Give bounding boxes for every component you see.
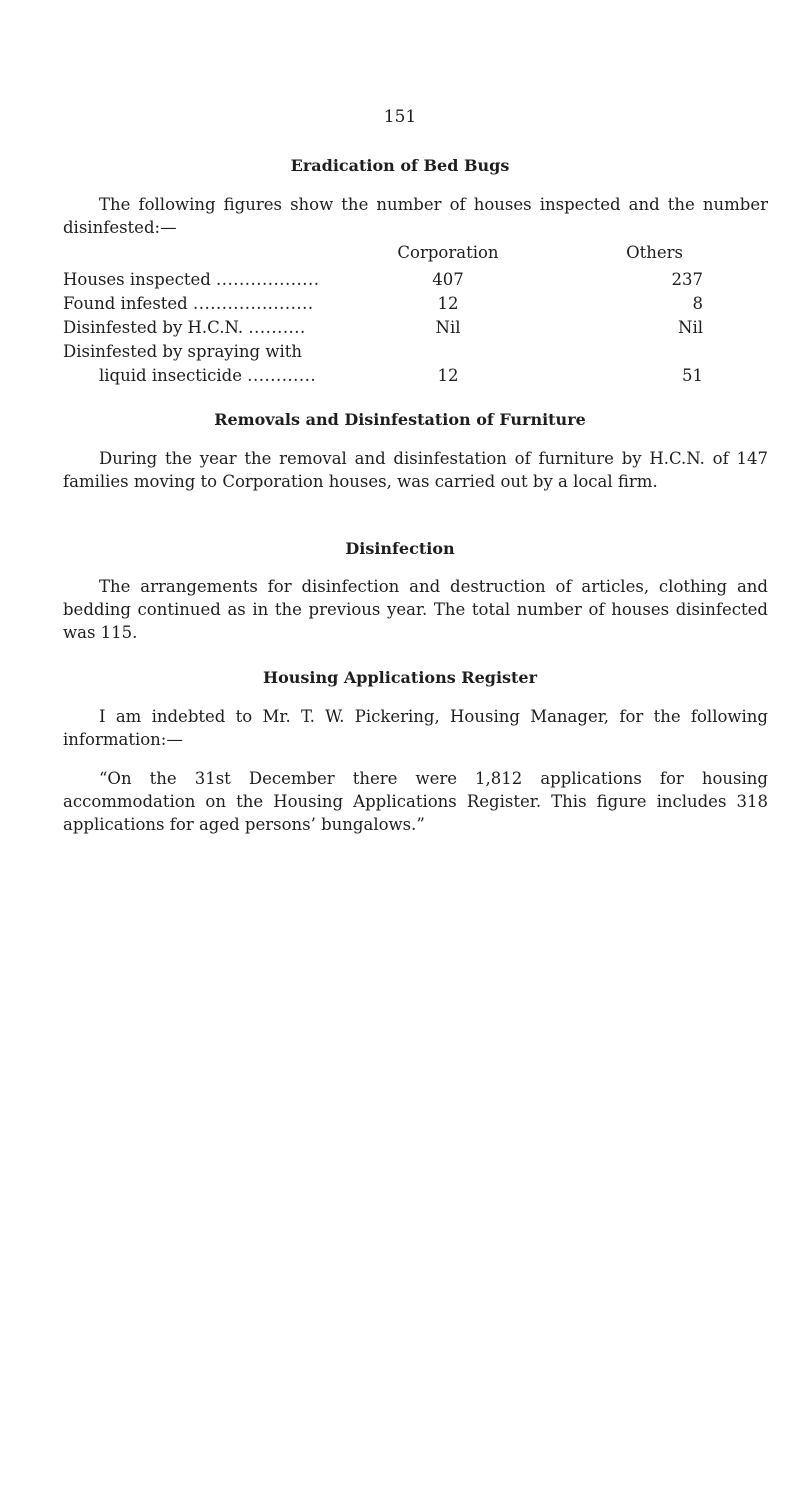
row-label: Disinfested by H.C.N. .......... xyxy=(63,318,306,337)
table-row xyxy=(63,366,768,390)
others-value: 8 xyxy=(692,294,703,313)
corporation-value: 12 xyxy=(437,294,459,313)
table-header-row xyxy=(63,243,768,267)
bed-bugs-heading: Eradication of Bed Bugs xyxy=(290,156,510,175)
others-value: Nil xyxy=(678,318,703,337)
housing-paragraph-2: “On the 31st December there were 1,812 applications for housing accommodation on the Housing Applications Register. This figure includes 318 applications for aged persons’ bungalows.” xyxy=(63,769,768,834)
col-header-others: Others xyxy=(626,243,683,262)
removals-paragraph: During the year the removal and disinfestation of furniture by H.C.N. of 147 families moving to Corporation houses, was carried out by a local firm. xyxy=(63,449,768,491)
others-value: 51 xyxy=(682,366,703,385)
table-row xyxy=(63,270,768,294)
housing-heading: Housing Applications Register xyxy=(262,668,538,687)
bed-bugs-intro: The following figures show the number of houses inspected and the number disinfested:— xyxy=(63,195,768,237)
row-label: Disinfested by spraying with xyxy=(63,342,302,361)
row-label: liquid insecticide ............ xyxy=(99,366,317,385)
corporation-value: 12 xyxy=(437,366,459,385)
page-number: 151 xyxy=(383,107,417,127)
corporation-value: Nil xyxy=(435,318,461,337)
col-header-corporation: Corporation xyxy=(397,243,499,262)
housing-paragraph-1: I am indebted to Mr. T. W. Pickering, Housing Manager, for the following information:— xyxy=(63,707,768,749)
corporation-value: 407 xyxy=(432,270,464,289)
table-row xyxy=(63,294,768,318)
table-row xyxy=(63,342,768,366)
disinfection-heading: Disinfection xyxy=(345,539,455,558)
table-row xyxy=(63,318,768,342)
removals-heading: Removals and Disinfestation of Furniture xyxy=(214,410,586,429)
others-value: 237 xyxy=(671,270,703,289)
row-label: Found infested ..................... xyxy=(63,294,314,313)
row-label: Houses inspected .................. xyxy=(63,270,320,289)
disinfection-paragraph: The arrangements for disinfection and destruction of articles, clothing and bedding continued as in the previous year. The total number of houses disinfected was 115. xyxy=(63,577,768,642)
